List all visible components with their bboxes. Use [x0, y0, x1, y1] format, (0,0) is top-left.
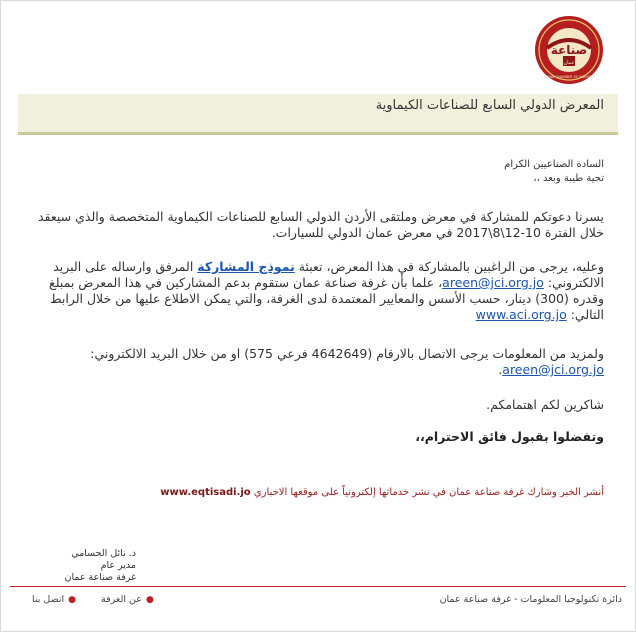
promo-line [84, 487, 604, 498]
svg-text:صناعة: صناعة [550, 43, 588, 57]
paragraph-registration [29, 259, 604, 323]
signature-block [16, 548, 136, 584]
bullet-icon: ● [68, 595, 77, 605]
footer-about-link[interactable] [101, 594, 154, 605]
greeting-line1: السادة الصناعيين الكرام [504, 159, 604, 170]
participation-form-link[interactable]: نموذج المشاركة [197, 259, 295, 274]
paragraph-thanks: شاكرين لكم اهتمامكم. [486, 397, 604, 412]
p2-text-b: المرفق وارساله على البريد الالكتروني: [53, 259, 604, 290]
chamber-logo [533, 14, 605, 86]
footer-links [10, 594, 154, 605]
footer-contact-label: اتصل بنا [32, 594, 65, 605]
svg-text:عمان: عمان [563, 60, 575, 66]
greeting-line2: تحية طيبة وبعد ،، [533, 173, 604, 184]
signature-org: غرفة صناعة عمان [64, 572, 136, 583]
paragraph-invitation: يسرنا دعوتكم للمشاركة في معرض وملتقى الأردن الدولي السابع للصناعات الكيماوية المتخصصة والذي سيعقد خلال الفترة 10-12\8\2017 في معرض عمان الدولي للسيارات. [37, 209, 604, 240]
footer-about-label: عن الغرفة [101, 594, 142, 605]
signature-name: د. نائل الحسامي [71, 548, 136, 559]
paragraph-closing: وتفضلوا بقبول فائق الاحترام،، [415, 429, 604, 444]
signature-title: مدير عام [100, 560, 136, 571]
eqtisadi-link[interactable]: www.eqtisadi.jo [160, 487, 251, 498]
footer-divider [10, 586, 626, 587]
svg-text:AMMAN CHAMBER OF INDUSTRY: AMMAN CHAMBER OF INDUSTRY [541, 75, 597, 79]
footer [10, 594, 622, 612]
bullet-icon: ● [145, 595, 154, 605]
p3-text-b: . [498, 362, 503, 377]
p2-text-c: ، علما بأن غرفة صناعة عمان ستقوم بدعم المشاركين في هذا المعرض بمبلغ وقدره (300) دينار، حسب الأسس والمعايير المعتمدة لدى الغرفة، والتي يمكن الاطلاع عليها من خلال الرابط التالي: [49, 275, 604, 322]
footer-department: دائرة تكنولوجيا المعلومات - غرفة صناعة عمان [439, 594, 622, 605]
p2-text-a: وعليه، يرجى من الراغبين بالمشاركة في هذا المعرض، تعبئة [294, 259, 604, 274]
title-bar [18, 94, 618, 135]
paragraph-contact [29, 346, 604, 378]
registration-email-link[interactable]: areen@jci.org.jo [442, 275, 544, 290]
promo-text: أنشر الخبر وشارك غرفة صناعة عمان في نشر خدماتها إلكترونياً على موقعها الاخباري [250, 487, 604, 498]
page-title: المعرض الدولي السابع للصناعات الكيماوية [375, 98, 604, 113]
footer-contact-link[interactable] [32, 594, 76, 605]
contact-email-link[interactable]: areen@jci.org.jo [502, 362, 604, 377]
p3-text-a: ولمزيد من المعلومات يرجى الاتصال بالارقام (4642649 فرعي 575) او من خلال البريد الالكتروني: [90, 346, 604, 361]
aci-website-link[interactable]: www.aci.org.jo [475, 307, 567, 322]
greeting [304, 158, 604, 186]
